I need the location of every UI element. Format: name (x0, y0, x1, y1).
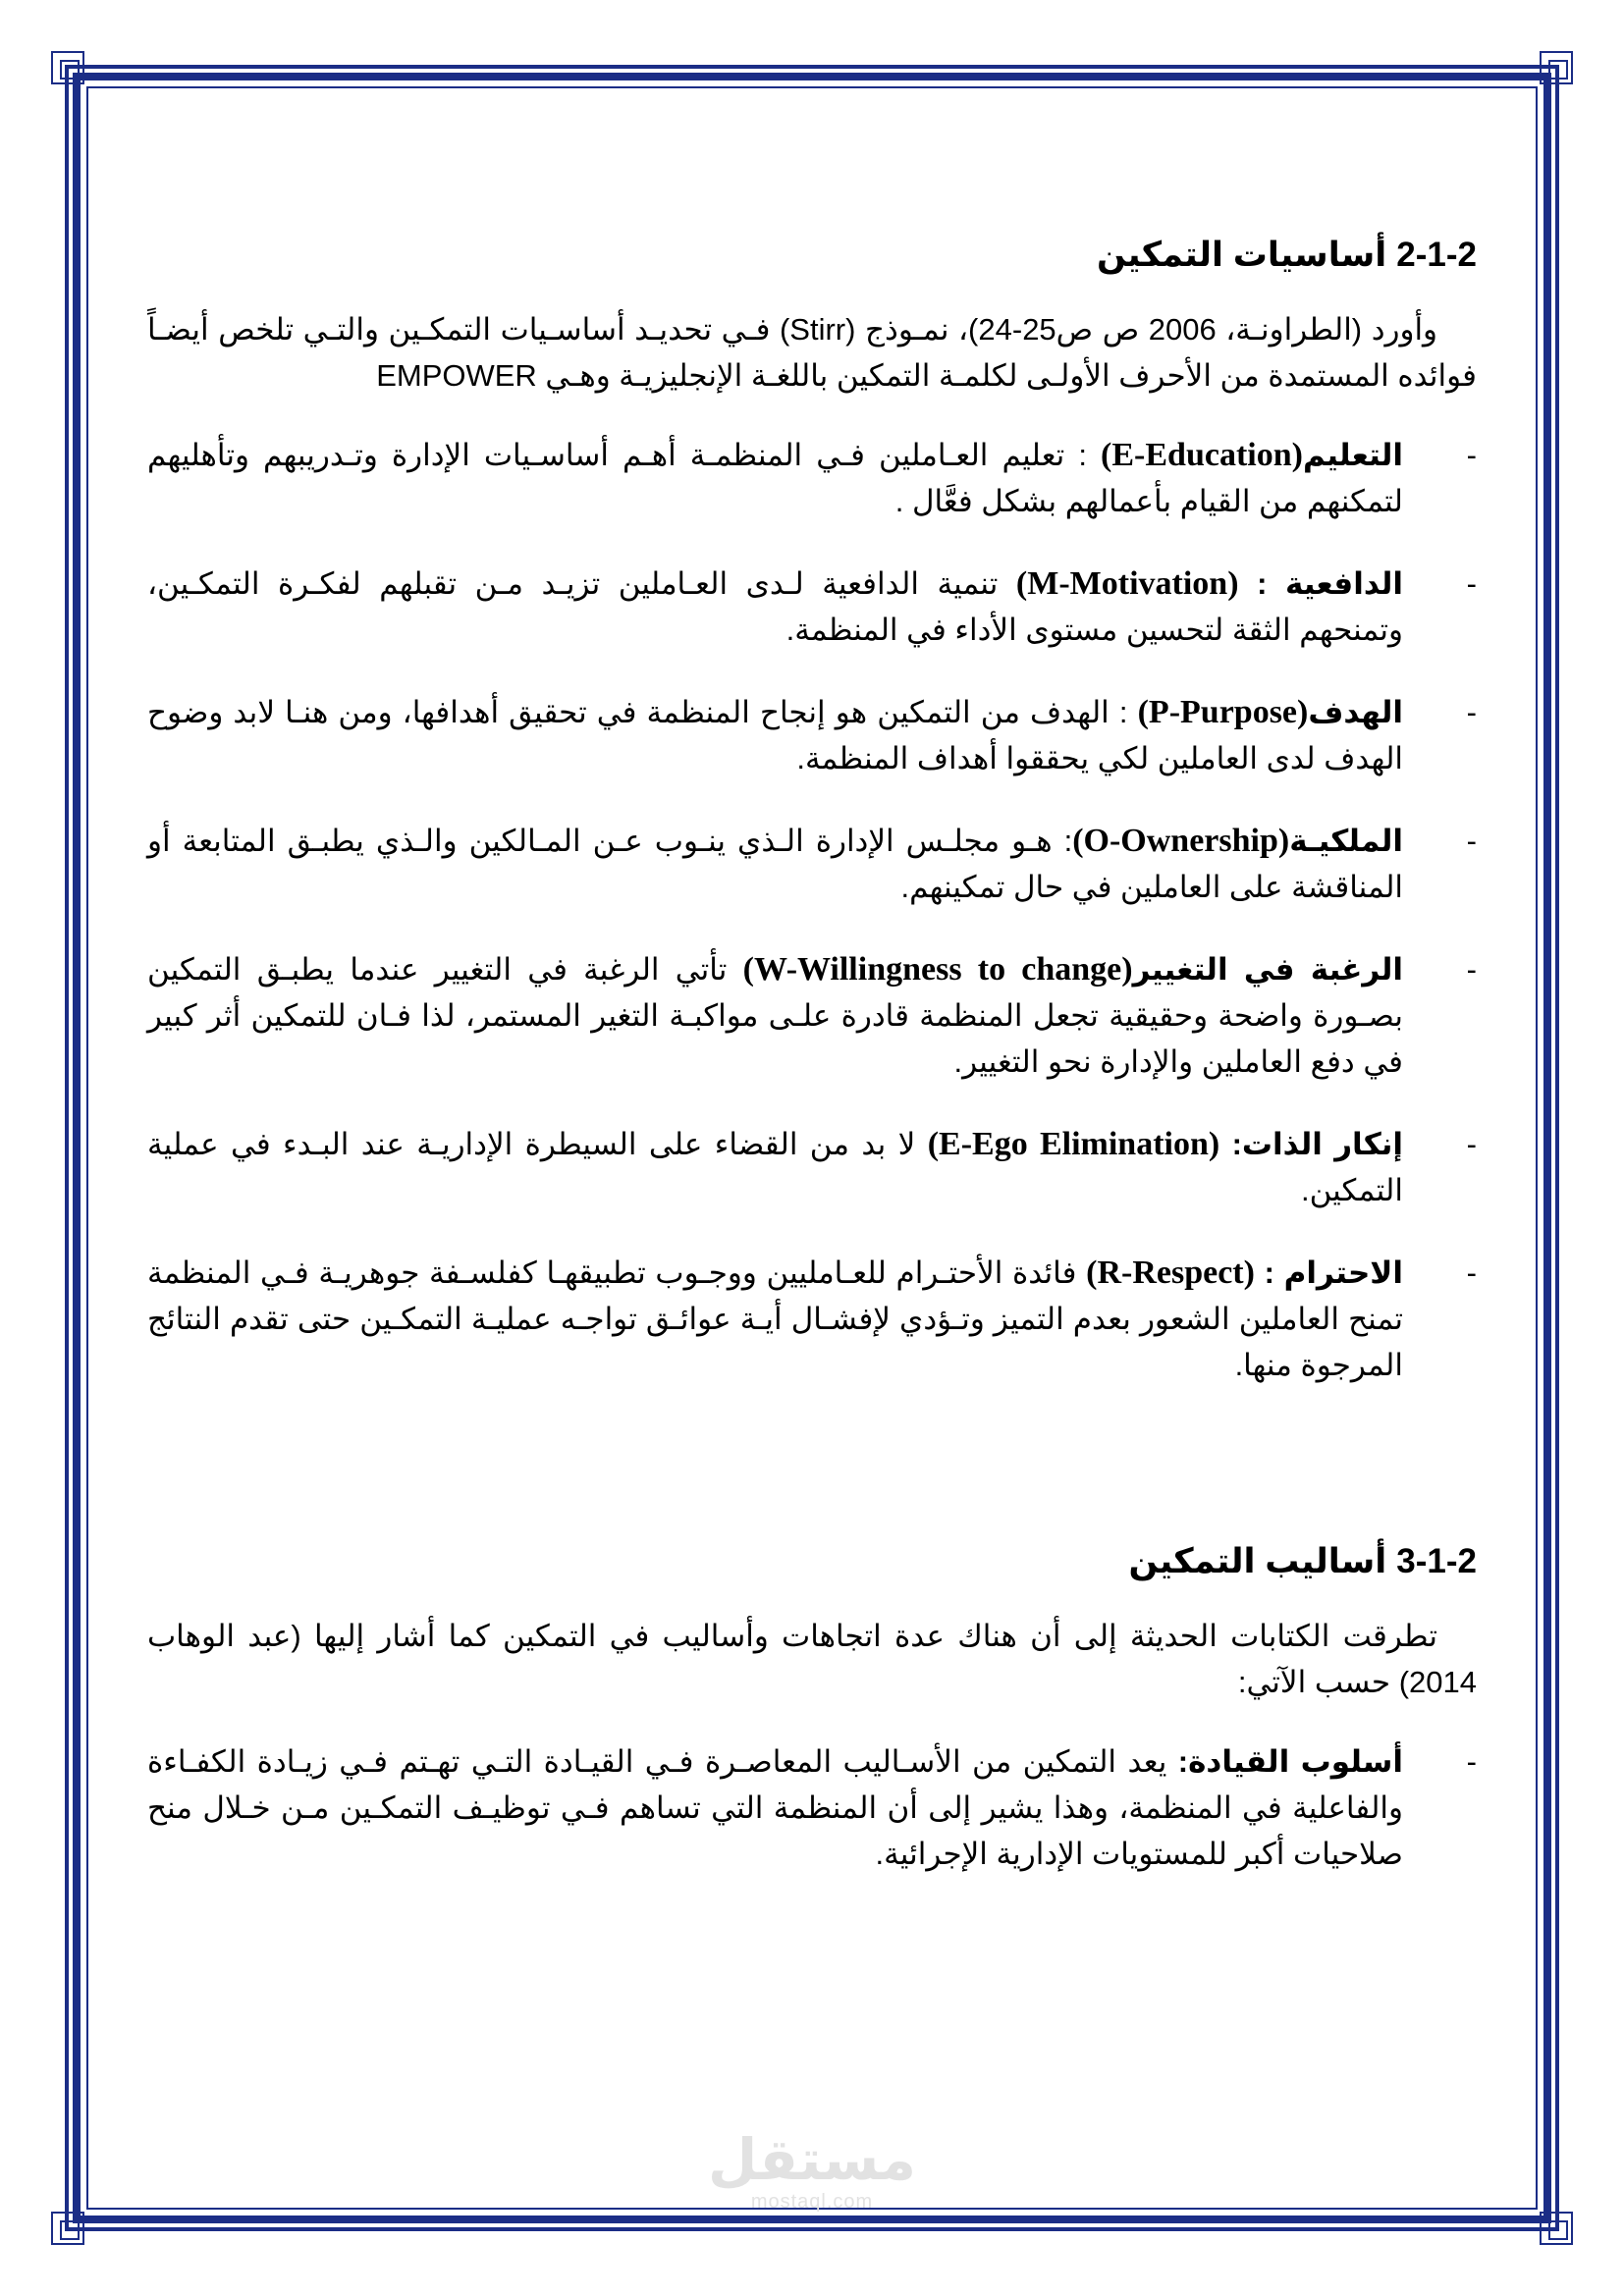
section-intro-paragraph: وأورد (الطراونـة، 2006 ص ص25-24)، نمـوذج (Stirr) فـي تحديـد أساسـيات التمكـين والتـي تلخص أيضـاً فوائده المستمدة من الأحرف الأولـى لكلمـة التمكين باللغـة الإنجليزيـة وهـي EMPOWER (147, 312, 1477, 393)
watermark-latin: mostaql.com (750, 2191, 874, 2213)
list-item: - التعليم(E-Education) : تعليم العـاملين فـي المنظمـة أهـم أساسـيات الإدارة وتـدريبهم وتأهليهم لتمكنهم من القيام بأعمالهم بشكل فعَّال . (147, 437, 1477, 518)
item-term: الاحترام : (1254, 1255, 1403, 1290)
item-english-term: (E-Ego Elimination) (927, 1126, 1220, 1162)
frame-corner-ornament (1540, 51, 1573, 84)
section-title: أساليب التمكين (1128, 1542, 1387, 1580)
frame-corner-ornament (51, 51, 84, 84)
item-term: الرغبة في التغيير (1132, 952, 1403, 987)
item-term: الملكيـة (1289, 824, 1403, 858)
section-heading-methods (147, 1542, 1477, 1581)
item-english-term: (O-Ownership) (1072, 823, 1290, 859)
item-term: الهدف (1308, 695, 1403, 729)
section-number: 2-1-2 (1396, 236, 1477, 274)
frame-corner-ornament (1540, 2212, 1573, 2245)
item-english-term: (M-Motivation) (1015, 565, 1239, 602)
item-english-term: (E-Education) (1101, 437, 1303, 473)
frame-corner-ornament (51, 2212, 84, 2245)
item-english-term: (R-Respect) (1086, 1255, 1255, 1291)
watermark-logo (0, 2128, 1624, 2214)
section-spacer (147, 1424, 1477, 1542)
methods-list (147, 1738, 1477, 1877)
list-item: - الدافعية : (M-Motivation) تنمية الدافعية لـدى العـاملين تزيـد مـن تقبلهم لفكـرة التمكـين، وتمنحهم الثقة لتحسين مستوى الأداء في المنظمة. (147, 565, 1477, 647)
item-english-term: (W-Willingness to change) (742, 951, 1133, 988)
item-text: لا بد من القضاء على السيطرة الإداريـة عند البـدء في عملية التمكين. (147, 1127, 1403, 1207)
item-text: : هـو مجلـس الإدارة الـذي ينـوب عـن المـالكين والـذي يطبـق المتابعة أو المناقشة على العاملين في حال تمكينهم. (147, 824, 1403, 904)
list-item: - الهدف(P-Purpose) : الهدف من التمكين هو إنجاح المنظمة في تحقيق أهدافها، ومن هنـا لابد وضوح الهدف لدى العاملين لكي يحققوا أهداف المنظمة. (147, 694, 1477, 775)
section-heading-basics (147, 236, 1477, 275)
list-item: - الاحترام : (R-Respect) فائدة الأحتـرام للعـامليين ووجـوب تطبيقهـا كفلسـفة جوهريـة فـي المنظمة تمنح العاملين الشعور بعدم التميز وتـؤدي لإفشـال أيـة عوائـق تواجـه عمليـة التمكـين حتى تقدم النتائج المرجوة منها. (147, 1255, 1477, 1382)
item-term: أسلوب القيادة: (1177, 1744, 1403, 1779)
section-number: 3-1-2 (1396, 1542, 1477, 1580)
item-term: إنكار الذات: (1219, 1127, 1403, 1161)
item-text: : تعليم العـاملين فـي المنظمـة أهـم أساسـيات الإدارة وتـدريبهم وتأهليهم لتمكنهم من القيام بأعمالهم بشكل فعَّال . (147, 438, 1403, 518)
item-text: يعد التمكين من الأسـاليب المعاصـرة فـي القيـادة التـي تهـتم فـي زيـادة الكفـاءة والفاعلية في المنظمة، وهذا يشير إلى أن المنظمة التي تساهم فـي توظيـف التمكـين مـن خـلال منح صلاحيات أكبر للمستويات الإدارية الإجرائية. (147, 1744, 1403, 1871)
item-text: تأتي الرغبة في التغيير عندما يطبـق التمكين بصـورة واضحة وحقيقية تجعل المنظمة قادرة علـى مواكبـة التغير المستمر، لذا فـان للتمكين أثر كبير في دفع العاملين والإدارة نحو التغيير. (147, 952, 1403, 1079)
item-text: تنمية الدافعية لـدى العـاملين تزيـد مـن تقبلهم لفكـرة التمكـين، وتمنحهم الثقة لتحسين مستوى الأداء في المنظمة. (147, 566, 1403, 647)
list-item: - الملكيـة(O-Ownership): هـو مجلـس الإدارة الـذي ينـوب عـن المـالكين والـذي يطبـق المتابعة أو المناقشة على العاملين في حال تمكينهم. (147, 823, 1477, 904)
list-item: - أسلوب القيادة: يعد التمكين من الأسـاليب المعاصـرة فـي القيـادة التـي تهـتم فـي زيـادة الكفـاءة والفاعلية في المنظمة، وهذا يشير إلى أن المنظمة التي تساهم فـي توظيـف التمكـين مـن خـلال منح صلاحيات أكبر للمستويات الإدارية الإجرائية. (147, 1744, 1477, 1871)
document-body (147, 236, 1477, 1913)
item-text: : الهدف من التمكين هو إنجاح المنظمة في تحقيق أهدافها، ومن هنـا لابد وضوح الهدف لدى العاملين لكي يحققوا أهداف المنظمة. (147, 695, 1403, 775)
item-english-term: (P-Purpose) (1137, 694, 1309, 730)
item-text: فائدة الأحتـرام للعـامليين ووجـوب تطبيقهـا كفلسـفة جوهريـة فـي المنظمة تمنح العاملين الشعور بعدم التميز وتـؤدي لإفشـال أيـة عوائـق تواجـه عمليـة التمكـين حتى تقدم النتائج المرجوة منها. (147, 1255, 1403, 1382)
watermark-arabic: مستقل (707, 2126, 917, 2193)
list-item: - إنكار الذات: (E-Ego Elimination) لا بد من القضاء على السيطرة الإداريـة عند البـدء في عملية التمكين. (147, 1126, 1477, 1207)
item-term: التعليم (1302, 438, 1403, 472)
section-intro-paragraph: تطرقت الكتابات الحديثة إلى أن هناك عدة اتجاهات وأساليب في التمكين كما أشار إليها (عبد الوهاب 2014) حسب الآتي: (147, 1619, 1477, 1699)
item-term: الدافعية : (1238, 566, 1403, 601)
section-title: أساسيات التمكين (1096, 236, 1387, 274)
empower-list (147, 432, 1477, 1388)
list-item: - الرغبة في التغيير(W-Willingness to change) تأتي الرغبة في التغيير عندما يطبـق التمكين بصـورة واضحة وحقيقية تجعل المنظمة قادرة علـى مواكبـة التغير المستمر، لذا فـان للتمكين أثر كبير في دفع العاملين والإدارة نحو التغيير. (147, 951, 1477, 1079)
